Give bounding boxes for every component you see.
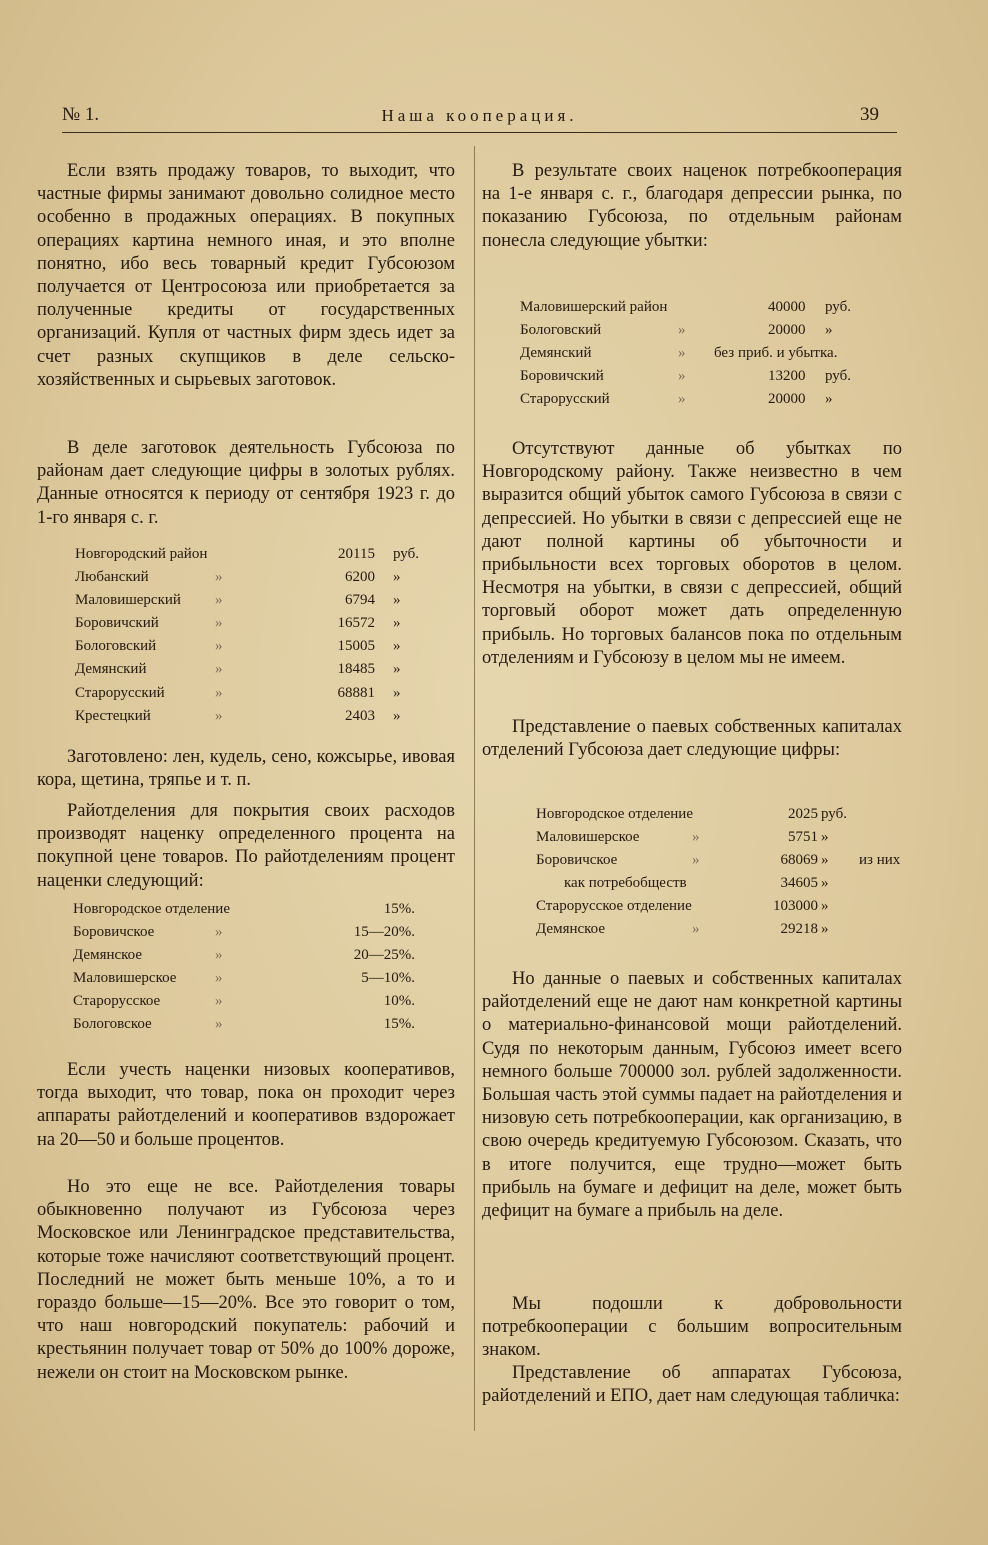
cell-mark: » (215, 993, 223, 1010)
cell-value: 29218 (780, 921, 818, 938)
cell-value: 20000 (768, 391, 806, 408)
cell-mark: » (215, 970, 223, 987)
cell-unit: руб. (825, 368, 851, 385)
table-row (536, 918, 896, 941)
left-paragraph-1: Если взять продажу товаров, то выходит, что частные фирмы занимают довольно солидное место особенно в продажных операциях. В покупных операциях картина немного иная, и это вполне понятно, ибо весь товарный кредит Губсоюзом получается от Центросоюза или приобретается за полученные кредиты от государственных организаций. Купля от частных фирм здесь идет за счет разных скупщиков в деле сельско-хозяйственных и сырьевых заготовок. (37, 161, 455, 390)
cell-name: Старорусское (73, 993, 161, 1010)
cell-value: 6794 (345, 592, 375, 609)
cell-unit: руб. (821, 806, 847, 822)
cell-unit: » (821, 852, 829, 869)
cell-unit: » (821, 898, 829, 915)
cell-name: Маловишерское (536, 829, 640, 846)
cell-note: из них (859, 852, 901, 869)
table-row (75, 682, 425, 705)
cell-unit: » (821, 829, 829, 846)
table-row (75, 658, 425, 681)
cell-name: Старорусское отделение (536, 898, 692, 915)
cell-name: Бологовское (73, 1016, 152, 1033)
cell-mark: » (692, 852, 700, 869)
cell-name: Боровичский (75, 615, 159, 632)
table-row (536, 849, 901, 872)
cell-value: 5—10%. (361, 970, 415, 987)
cell-name: Маловишерский (75, 592, 181, 609)
cell-mark: » (692, 921, 700, 938)
cell-name: Демянское (536, 921, 606, 938)
cell-name: как потребобществ (564, 875, 687, 892)
table-row (73, 1013, 423, 1036)
cell-name: Демянское (73, 947, 143, 964)
table-row (73, 967, 423, 990)
table-row (536, 803, 896, 826)
table-row (520, 342, 890, 365)
cell-value: 103000 (773, 898, 818, 915)
cell-value: 2403 (345, 707, 375, 724)
cell-mark: » (215, 638, 223, 655)
table-row (536, 895, 896, 918)
cell-mark: » (215, 569, 223, 586)
table-row (75, 705, 425, 728)
cell-mark: » (678, 368, 686, 385)
cell-value: 15%. (383, 901, 415, 917)
cell-unit: » (821, 875, 829, 892)
cell-unit: » (393, 569, 401, 586)
table-row (75, 543, 425, 566)
cell-name: Боровичское (73, 924, 155, 941)
cell-unit: » (821, 921, 829, 938)
cell-name: Любанский (75, 569, 149, 586)
cell-value: 5751 (788, 829, 818, 846)
cell-value: 6200 (345, 569, 375, 586)
table-row (536, 826, 896, 849)
cell-name: Крестецкий (75, 707, 151, 724)
cell-mark: » (678, 322, 686, 339)
journal-title: Наша кооперация. (381, 106, 578, 125)
cell-value: 20—25%. (353, 947, 415, 964)
cell-unit: » (393, 615, 401, 632)
cell-name: Демянский (75, 661, 147, 678)
cell-value: 15005 (337, 638, 375, 655)
table-row (75, 589, 425, 612)
table-row (75, 635, 425, 658)
cell-mark: » (215, 684, 223, 701)
cell-name: Старорусский (75, 684, 165, 701)
table-row (536, 872, 896, 895)
right-paragraph-5: Мы подошли к добровольности потребкооперации с большим вопросительным знаком. (482, 1294, 902, 1361)
cell-value: 10%. (383, 993, 415, 1010)
cell-mark: » (678, 345, 686, 362)
cell-name: Бологовский (75, 638, 157, 655)
column-divider (474, 146, 475, 1431)
table-row (73, 898, 423, 921)
issue-number: № 1. (62, 104, 100, 125)
cell-name: Боровичское (536, 852, 618, 869)
cell-name: Бологовский (520, 322, 602, 339)
cell-mark: » (215, 924, 223, 941)
cell-name: Маловишерский район (520, 299, 668, 315)
table-row (73, 990, 423, 1013)
cell-value: 16572 (337, 615, 375, 632)
cell-mark: » (215, 707, 223, 724)
cell-name: Новгородское отделение (73, 901, 230, 917)
table-row (520, 365, 890, 388)
cell-value: без приб. и убытка. (714, 345, 838, 362)
cell-unit: » (393, 684, 401, 701)
table-row (73, 944, 423, 967)
cell-unit: руб. (393, 546, 419, 562)
cell-name: Боровичский (520, 368, 604, 385)
cell-name: Демянский (520, 345, 592, 362)
cell-value: 18485 (337, 661, 375, 678)
left-paragraph-5: Если учесть наценки низовых кооперативов, тогда выходит, что товар, пока он проходит через аппараты райотделений и кооперативов вздорожает на 20—50 и больше процентов. (37, 1060, 455, 1150)
cell-mark: » (215, 615, 223, 632)
cell-mark: » (692, 829, 700, 846)
cell-mark: » (215, 1016, 223, 1033)
table-row (75, 566, 425, 589)
cell-mark: » (215, 592, 223, 609)
table-row (520, 319, 890, 342)
table-row (73, 921, 423, 944)
cell-unit: » (393, 707, 401, 724)
cell-name: Новгородский район (75, 546, 208, 562)
cell-value: 40000 (768, 299, 806, 315)
table-row (75, 612, 425, 635)
cell-value: 13200 (768, 368, 806, 385)
right-paragraph-6: Представление об аппаратах Губсоюза, райотделений и ЕПО, дает нам следующая табличка: (482, 1363, 902, 1407)
cell-value: 20000 (768, 322, 806, 339)
right-paragraph-1: В результате своих наценок потребкооперация на 1-е января с. г., благодаря депрессии рынка, по показанию Губсоюза, по отдельным районам понесла следующие убытки: (482, 161, 902, 251)
cell-value: 15%. (383, 1016, 415, 1033)
cell-name: Маловишерское (73, 970, 177, 987)
left-paragraph-3: Заготовлено: лен, кудель, сено, кожсырье, ивовая кора, щетина, тряпье и т. п. (37, 747, 455, 791)
right-paragraph-2: Отсутствуют данные об убытках по Новгородскому району. Также неизвестно в чем выразится общий убыток самого Губсоюза в связи с депрессией. Но убытки в связи с депрессией еще не дают полной картины об убыточности и прибыльности всех торговых оборотов в целом. Несмотря на убытки, в связи с депрессией, общий торговый оборот может дать определенную прибыль. Но торговых балансов пока по отдельным отделениям и Губсоюзу в целом мы не имеем. (482, 439, 902, 668)
cell-value: 68881 (337, 684, 375, 701)
cell-name: Новгородское отделение (536, 806, 693, 822)
cell-value: 20115 (338, 546, 375, 562)
left-paragraph-4: Райотделения для покрытия своих расходов производят наценку определенного процента на покупной цене товаров. По райотделениям процент наценки следующий: (37, 801, 455, 891)
page-number: 39 (860, 104, 879, 125)
cell-value: 15—20%. (353, 924, 415, 941)
cell-mark: » (678, 391, 686, 408)
markup-table (73, 898, 423, 1037)
cell-unit: » (393, 661, 401, 678)
cell-value: 34605 (780, 875, 818, 892)
table-row (520, 388, 890, 411)
capital-table (536, 803, 901, 942)
cell-unit: руб. (825, 299, 851, 315)
right-paragraph-3: Представление о паевых собственных капиталах отделений Губсоюза дает следующие цифры: (482, 717, 902, 761)
cell-unit: » (825, 322, 833, 339)
left-paragraph-2: В деле заготовок деятельность Губсоюза по районам дает следующие цифры в золотых рублях. Данные относятся к периоду от сентября 1923 г. до 1-го января с. г. (37, 438, 455, 528)
cell-unit: » (825, 391, 833, 408)
table-row (520, 296, 890, 319)
cell-unit: » (393, 638, 401, 655)
cell-mark: » (215, 947, 223, 964)
cell-value: 68069 (780, 852, 818, 869)
left-paragraph-6: Но это еще не все. Райотделения товары обыкновенно получают из Губсоюза через Московское или Ленинградское представительства, которые тоже начисляют соответствующий процент. Последний не может быть меньше 10%, а то и гораздо больше—15—20%. Все это говорит о том, что наш новгородский покупатель: рабочий и крестьянин получает товар от 50% до 100% дороже, нежели он стоит на Московском рынке. (37, 1177, 455, 1383)
procurement-table (75, 543, 425, 728)
cell-value: 2025 (788, 806, 818, 822)
losses-table (520, 296, 890, 411)
cell-name: Старорусский (520, 391, 610, 408)
right-paragraph-4: Но данные о паевых и собственных капиталах райотделений еще не дают нам конкретной картины о материально-финансовой мощи райотделений. Судя по некоторым данным, Губсоюз имеет всего немного больше 700000 зол. рублей задолженности. Большая часть этой суммы падает на райотделения и низовую сеть потребкооперации, как организацию, в свою очередь кредитуемую Губсоюзом. Сказать, что в итоге получится, еще трудно—может быть прибыль на бумаге и дефицит на деле, может быть дефицит на бумаге а прибыль на деле. (482, 969, 902, 1222)
cell-unit: » (393, 592, 401, 609)
page-header (62, 100, 897, 133)
cell-mark: » (215, 661, 223, 678)
